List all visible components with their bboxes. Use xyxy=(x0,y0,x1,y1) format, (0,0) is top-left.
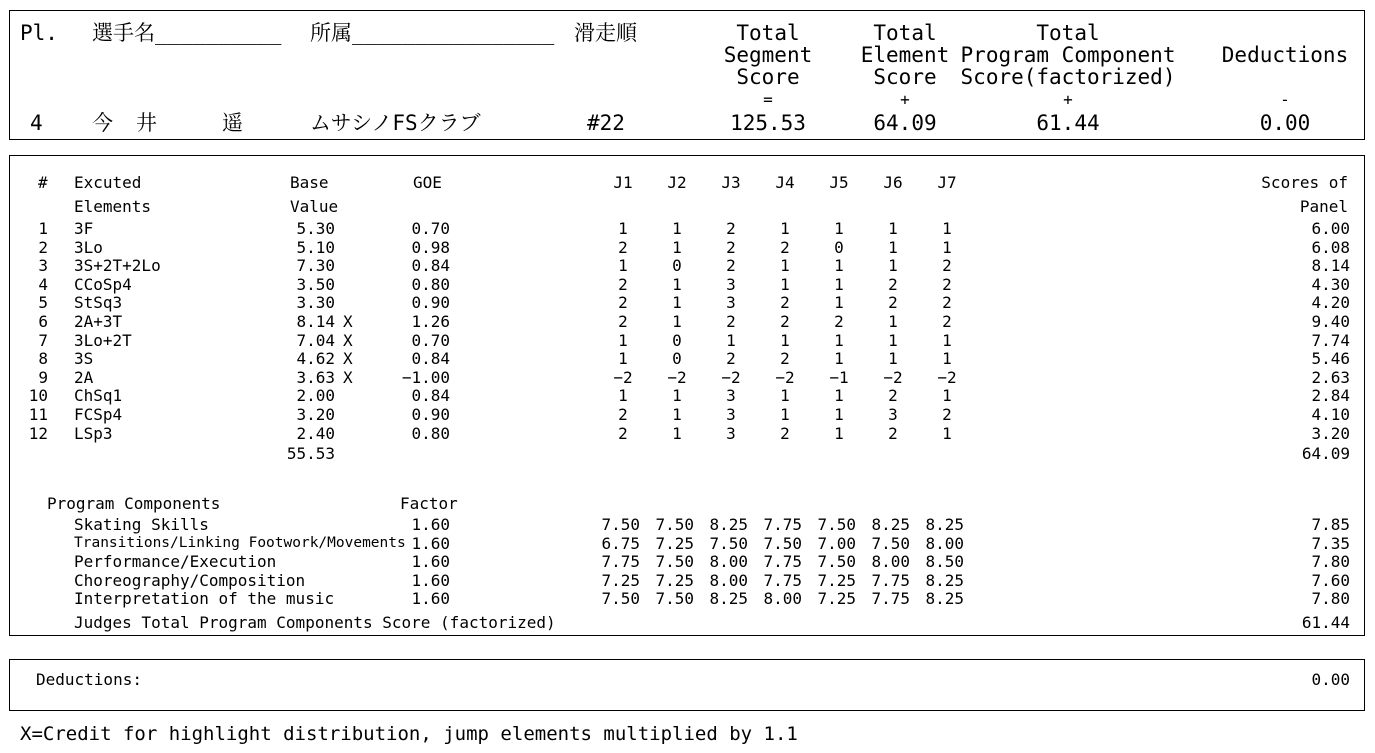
header-tes-line2: Element xyxy=(860,43,950,67)
operator-ded: - xyxy=(1280,90,1290,109)
element-judge-score: 1 xyxy=(834,219,844,238)
element-number: 5 xyxy=(38,293,48,313)
value-tss: 125.53 xyxy=(730,111,806,135)
element-number: 9 xyxy=(38,367,48,387)
header-executed: Excuted xyxy=(74,173,142,192)
component-judge-score: 7.25 xyxy=(817,589,856,609)
element-panel-score: 2.63 xyxy=(1311,367,1350,387)
element-base-value: 2.40 xyxy=(296,423,335,443)
component-panel-score: 7.35 xyxy=(1311,533,1350,553)
element-judge-score: 2 xyxy=(726,349,736,369)
element-judge-score: 1 xyxy=(888,330,898,350)
component-judge-score: 7.50 xyxy=(817,515,856,534)
element-base-value: 5.10 xyxy=(296,237,335,257)
header-tss-line1: Total xyxy=(736,21,800,45)
header-deductions: Deductions xyxy=(1221,43,1349,67)
operator-pcs: + xyxy=(1063,90,1073,109)
element-bonus-flag: X xyxy=(343,312,353,331)
element-judge-score: 1 xyxy=(834,423,844,443)
element-base-value: 3.50 xyxy=(296,274,335,294)
element-judge-score: 2 xyxy=(726,256,736,276)
value-name-2: 井 xyxy=(136,111,157,135)
element-judge-score: −2 xyxy=(667,367,687,387)
element-judge-score: 1 xyxy=(618,256,628,276)
header-element-number: # xyxy=(38,173,48,192)
element-panel-score: 7.74 xyxy=(1311,330,1350,350)
element-name: 3F xyxy=(74,219,94,238)
components-title: Program Components xyxy=(47,494,221,513)
value-order: #22 xyxy=(587,111,625,135)
component-judge-score: 8.00 xyxy=(709,552,748,572)
element-number: 12 xyxy=(28,423,48,443)
element-judge-score: 1 xyxy=(834,256,844,276)
element-judge-score: 1 xyxy=(618,219,628,238)
component-judge-score: 7.25 xyxy=(655,570,694,590)
element-goe: 0.90 xyxy=(411,293,450,313)
judge-header-3: J3 xyxy=(721,173,741,192)
element-judge-score: 2 xyxy=(726,312,736,331)
element-judge-score: 1 xyxy=(942,330,952,350)
element-base-value: 5.30 xyxy=(296,219,335,238)
header-tss-line3: Score xyxy=(736,65,800,89)
element-judge-score: 1 xyxy=(834,349,844,369)
header-place: Pl. xyxy=(20,21,58,45)
component-judge-score: 7.25 xyxy=(817,570,856,590)
element-number: 8 xyxy=(38,349,48,369)
element-panel-score: 8.14 xyxy=(1311,256,1350,276)
judge-header-1: J1 xyxy=(613,173,633,192)
component-judge-score: 7.50 xyxy=(655,552,694,572)
element-goe: 0.90 xyxy=(411,405,450,424)
element-judge-score: 1 xyxy=(942,237,952,257)
deductions-label: Deductions: xyxy=(36,670,142,689)
header-value: Value xyxy=(290,197,339,216)
element-judge-score: 2 xyxy=(888,386,898,406)
elements-panel-total: 64.09 xyxy=(1301,444,1350,463)
element-judge-score: 1 xyxy=(780,274,790,294)
component-judge-score: 7.75 xyxy=(871,589,910,609)
element-panel-score: 6.00 xyxy=(1311,219,1350,238)
element-judge-score: 1 xyxy=(672,219,682,238)
element-judge-score: 1 xyxy=(780,330,790,350)
element-name: StSq3 xyxy=(74,293,123,313)
element-judge-score: 2 xyxy=(888,274,898,294)
value-name-1: 今 xyxy=(92,111,113,135)
component-judge-score: 6.75 xyxy=(601,533,640,553)
base-value-total: 55.53 xyxy=(286,444,335,463)
element-judge-score: 0 xyxy=(672,349,682,369)
component-judge-score: 7.50 xyxy=(817,552,856,572)
element-base-value: 2.00 xyxy=(296,386,335,406)
component-judge-score: 7.50 xyxy=(655,589,694,609)
element-judge-score: 2 xyxy=(942,293,952,313)
element-bonus-flag: X xyxy=(343,367,353,387)
component-factor: 1.60 xyxy=(411,515,450,534)
element-panel-score: 6.08 xyxy=(1311,237,1350,257)
header-tes-line3: Score xyxy=(873,65,937,89)
header-name: 選手名__________ xyxy=(92,21,282,45)
component-name: Skating Skills xyxy=(74,515,209,534)
element-judge-score: 2 xyxy=(618,423,628,443)
element-judge-score: 1 xyxy=(780,219,790,238)
element-judge-score: 1 xyxy=(672,237,682,257)
element-judge-score: 1 xyxy=(672,405,682,424)
component-judge-score: 8.00 xyxy=(871,552,910,572)
value-club: ムサシノFSクラブ xyxy=(310,111,481,135)
element-judge-score: 1 xyxy=(942,423,952,443)
element-judge-score: −2 xyxy=(721,367,741,387)
element-base-value: 7.04 xyxy=(296,330,335,350)
element-name: CCoSp4 xyxy=(74,274,132,294)
element-judge-score: 2 xyxy=(942,405,952,424)
element-number: 3 xyxy=(38,256,48,276)
element-panel-score: 4.20 xyxy=(1311,293,1350,313)
element-number: 1 xyxy=(38,219,48,238)
element-number: 11 xyxy=(28,405,48,424)
element-judge-score: 1 xyxy=(780,256,790,276)
element-name: LSp3 xyxy=(74,423,113,443)
component-judge-score: 7.75 xyxy=(871,570,910,590)
component-judge-score: 7.25 xyxy=(655,533,694,553)
value-pcs: 61.44 xyxy=(1036,111,1100,135)
element-judge-score: 2 xyxy=(780,237,790,257)
header-goe: GOE xyxy=(413,173,442,192)
element-bonus-flag: X xyxy=(343,349,353,369)
component-judge-score: 7.50 xyxy=(709,533,748,553)
components-total-value: 61.44 xyxy=(1301,613,1350,632)
element-name: 3S xyxy=(74,349,94,369)
element-judge-score: 2 xyxy=(780,312,790,331)
element-judge-score: 1 xyxy=(618,330,628,350)
element-judge-score: 2 xyxy=(888,293,898,313)
element-number: 7 xyxy=(38,330,48,350)
component-judge-score: 8.50 xyxy=(925,552,964,572)
element-name: 2A xyxy=(74,367,94,387)
element-goe: −1.00 xyxy=(401,367,450,387)
element-judge-score: 1 xyxy=(942,349,952,369)
components-factor-label: Factor xyxy=(400,494,458,513)
component-judge-score: 8.25 xyxy=(871,515,910,534)
header-pcs-line2: Program Component xyxy=(960,43,1176,67)
component-factor: 1.60 xyxy=(411,589,450,609)
component-name: Performance/Execution xyxy=(74,552,277,572)
component-judge-score: 7.50 xyxy=(871,533,910,553)
value-place: 4 xyxy=(30,111,43,135)
header-pcs-line1: Total xyxy=(1036,21,1100,45)
element-number: 10 xyxy=(28,386,48,406)
element-judge-score: 1 xyxy=(888,256,898,276)
component-judge-score: 8.25 xyxy=(925,589,964,609)
element-judge-score: −2 xyxy=(937,367,957,387)
element-judge-score: 1 xyxy=(672,293,682,313)
footnote: X=Credit for highlight distribution, jump elements multiplied by 1.1 xyxy=(20,723,798,745)
element-goe: 0.70 xyxy=(411,219,450,238)
element-judge-score: 1 xyxy=(888,312,898,331)
deductions-box xyxy=(9,659,1365,711)
component-judge-score: 8.25 xyxy=(925,570,964,590)
element-judge-score: 2 xyxy=(618,274,628,294)
element-panel-score: 9.40 xyxy=(1311,312,1350,331)
element-base-value: 3.30 xyxy=(296,293,335,313)
element-judge-score: 2 xyxy=(726,237,736,257)
element-number: 4 xyxy=(38,274,48,294)
element-judge-score: 2 xyxy=(942,256,952,276)
deductions-value: 0.00 xyxy=(1311,670,1350,689)
element-judge-score: 1 xyxy=(834,405,844,424)
element-name: 3Lo+2T xyxy=(74,330,132,350)
element-judge-score: 3 xyxy=(726,405,736,424)
element-judge-score: 1 xyxy=(834,274,844,294)
element-judge-score: 1 xyxy=(834,330,844,350)
header-panel: Panel xyxy=(1299,197,1348,216)
element-name: ChSq1 xyxy=(74,386,123,406)
component-factor: 1.60 xyxy=(411,533,450,553)
element-judge-score: −2 xyxy=(613,367,633,387)
element-base-value: 7.30 xyxy=(296,256,335,276)
element-judge-score: 1 xyxy=(834,386,844,406)
element-name: 3S+2T+2Lo xyxy=(74,256,161,276)
component-judge-score: 8.25 xyxy=(709,515,748,534)
element-judge-score: −2 xyxy=(883,367,903,387)
element-judge-score: 1 xyxy=(942,386,952,406)
header-club: 所属________________ xyxy=(310,21,555,45)
component-name: Transitions/Linking Footwork/Movements xyxy=(74,534,406,551)
component-judge-score: 7.50 xyxy=(601,515,640,534)
element-judge-score: 1 xyxy=(834,293,844,313)
element-judge-score: 3 xyxy=(888,405,898,424)
element-number: 6 xyxy=(38,312,48,331)
header-order: 滑走順 xyxy=(574,21,637,45)
element-number: 2 xyxy=(38,237,48,257)
element-judge-score: 0 xyxy=(672,330,682,350)
value-tes: 64.09 xyxy=(873,111,937,135)
judge-header-7: J7 xyxy=(937,173,957,192)
element-base-value: 8.14 xyxy=(296,312,335,331)
value-deductions: 0.00 xyxy=(1259,111,1311,135)
element-judge-score: 3 xyxy=(726,386,736,406)
operator-tes: + xyxy=(900,90,910,109)
element-judge-score: 1 xyxy=(780,405,790,424)
element-goe: 1.26 xyxy=(411,312,450,331)
component-judge-score: 7.75 xyxy=(763,515,802,534)
element-judge-score: 1 xyxy=(942,219,952,238)
element-judge-score: 1 xyxy=(726,330,736,350)
element-judge-score: 1 xyxy=(888,349,898,369)
element-judge-score: 2 xyxy=(888,423,898,443)
element-judge-score: 2 xyxy=(618,405,628,424)
element-goe: 0.98 xyxy=(411,237,450,257)
value-name-3: 遥 xyxy=(222,111,243,135)
component-panel-score: 7.80 xyxy=(1311,589,1350,609)
operator-tss: = xyxy=(763,90,773,109)
element-judge-score: 2 xyxy=(726,219,736,238)
component-factor: 1.60 xyxy=(411,570,450,590)
component-judge-score: 7.75 xyxy=(601,552,640,572)
element-goe: 0.84 xyxy=(411,256,450,276)
component-judge-score: 8.25 xyxy=(709,589,748,609)
element-base-value: 3.20 xyxy=(296,405,335,424)
element-name: FCSp4 xyxy=(74,405,123,424)
element-judge-score: 1 xyxy=(888,237,898,257)
element-judge-score: 3 xyxy=(726,274,736,294)
element-panel-score: 5.46 xyxy=(1311,349,1350,369)
element-goe: 0.80 xyxy=(411,274,450,294)
component-judge-score: 8.25 xyxy=(925,515,964,534)
component-judge-score: 7.50 xyxy=(763,533,802,553)
header-elements: Elements xyxy=(74,197,152,216)
element-panel-score: 4.10 xyxy=(1311,405,1350,424)
components-total-label: Judges Total Program Components Score (factorized) xyxy=(74,613,556,632)
element-judge-score: 2 xyxy=(942,274,952,294)
element-judge-score: 2 xyxy=(780,349,790,369)
element-judge-score: 2 xyxy=(618,312,628,331)
element-panel-score: 3.20 xyxy=(1311,423,1350,443)
component-judge-score: 7.25 xyxy=(601,570,640,590)
element-judge-score: −1 xyxy=(829,367,849,387)
element-judge-score: 1 xyxy=(672,312,682,331)
element-judge-score: 2 xyxy=(618,237,628,257)
header-scores-of: Scores of xyxy=(1261,173,1348,192)
element-panel-score: 2.84 xyxy=(1311,386,1350,406)
component-name: Interpretation of the music xyxy=(74,589,335,609)
judge-header-4: J4 xyxy=(775,173,795,192)
element-judge-score: 3 xyxy=(726,423,736,443)
element-judge-score: 0 xyxy=(672,256,682,276)
element-name: 3Lo xyxy=(74,237,103,257)
element-goe: 0.84 xyxy=(411,386,450,406)
judge-header-5: J5 xyxy=(829,173,849,192)
component-judge-score: 8.00 xyxy=(763,589,802,609)
element-judge-score: −2 xyxy=(775,367,795,387)
element-judge-score: 1 xyxy=(780,386,790,406)
element-name: 2A+3T xyxy=(74,312,123,331)
element-goe: 0.80 xyxy=(411,423,450,443)
header-base: Base xyxy=(290,173,329,192)
element-bonus-flag: X xyxy=(343,330,353,350)
header-pcs-line3: Score(factorized) xyxy=(960,65,1176,89)
component-name: Choreography/Composition xyxy=(74,570,306,590)
component-panel-score: 7.80 xyxy=(1311,552,1350,572)
component-panel-score: 7.60 xyxy=(1311,570,1350,590)
component-judge-score: 7.75 xyxy=(763,570,802,590)
header-tss-line2: Segment xyxy=(723,43,813,67)
element-judge-score: 2 xyxy=(618,293,628,313)
header-tes-line1: Total xyxy=(873,21,937,45)
element-judge-score: 2 xyxy=(942,312,952,331)
element-judge-score: 1 xyxy=(888,219,898,238)
element-judge-score: 2 xyxy=(834,312,844,331)
component-judge-score: 7.75 xyxy=(763,552,802,572)
element-panel-score: 4.30 xyxy=(1311,274,1350,294)
element-judge-score: 2 xyxy=(780,293,790,313)
element-judge-score: 1 xyxy=(618,349,628,369)
component-factor: 1.60 xyxy=(411,552,450,572)
element-judge-score: 1 xyxy=(672,423,682,443)
element-base-value: 4.62 xyxy=(296,349,335,369)
element-judge-score: 2 xyxy=(780,423,790,443)
element-base-value: 3.63 xyxy=(296,367,335,387)
element-goe: 0.70 xyxy=(411,330,450,350)
element-judge-score: 1 xyxy=(672,274,682,294)
element-judge-score: 0 xyxy=(834,237,844,257)
component-judge-score: 7.00 xyxy=(817,533,856,553)
component-panel-score: 7.85 xyxy=(1311,515,1350,534)
component-judge-score: 7.50 xyxy=(655,515,694,534)
component-judge-score: 7.50 xyxy=(601,589,640,609)
element-goe: 0.84 xyxy=(411,349,450,369)
component-judge-score: 8.00 xyxy=(925,533,964,553)
element-judge-score: 1 xyxy=(618,386,628,406)
judge-header-2: J2 xyxy=(667,173,687,192)
component-judge-score: 8.00 xyxy=(709,570,748,590)
element-judge-score: 1 xyxy=(672,386,682,406)
element-judge-score: 3 xyxy=(726,293,736,313)
judge-header-6: J6 xyxy=(883,173,903,192)
